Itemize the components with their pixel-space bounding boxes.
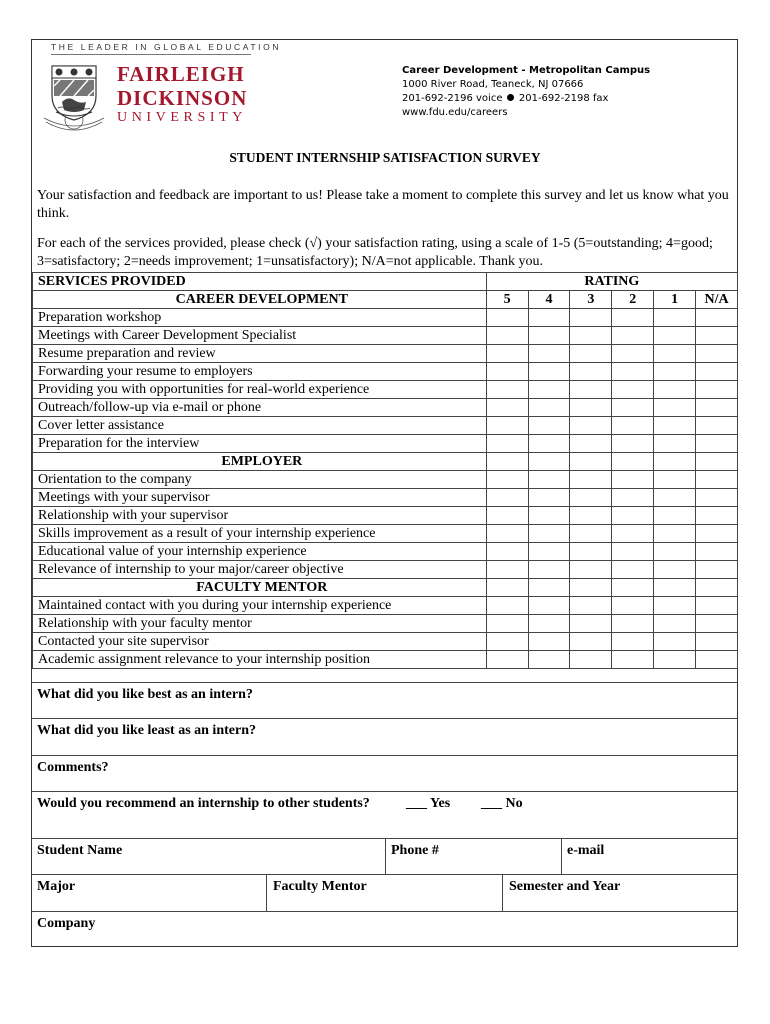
table-row bbox=[33, 525, 738, 543]
intro-text: Your satisfaction and feedback are important to us! Please take a moment to complete this survey and let us know what you think. bbox=[37, 188, 729, 221]
rating-checkbox-cell[interactable] bbox=[654, 381, 696, 399]
service-label: Forwarding your resume to employers bbox=[33, 363, 487, 381]
rating-checkbox-cell[interactable] bbox=[570, 327, 612, 345]
table-row bbox=[33, 417, 738, 435]
table-row bbox=[33, 561, 738, 579]
rating-checkbox-cell[interactable] bbox=[570, 633, 612, 651]
rating-checkbox-cell[interactable] bbox=[696, 363, 738, 381]
rating-checkbox-cell[interactable] bbox=[654, 345, 696, 363]
rating-checkbox-cell[interactable] bbox=[528, 417, 570, 435]
service-label: Maintained contact with you during your internship experience bbox=[33, 597, 487, 615]
rating-checkbox-cell[interactable] bbox=[570, 381, 612, 399]
table-row bbox=[33, 615, 738, 633]
table-row bbox=[33, 309, 738, 327]
rating-checkbox-cell[interactable] bbox=[528, 561, 570, 579]
rating-checkbox-cell[interactable] bbox=[486, 651, 528, 669]
rating-checkbox-cell[interactable] bbox=[654, 435, 696, 453]
section-header-row bbox=[33, 453, 738, 471]
rating-checkbox-cell[interactable] bbox=[654, 309, 696, 327]
rating-checkbox-cell[interactable] bbox=[486, 417, 528, 435]
table-row bbox=[33, 651, 738, 669]
rating-cell bbox=[570, 453, 612, 471]
rating-checkbox-cell[interactable] bbox=[696, 417, 738, 435]
contact-org: Career Development - Metropolitan Campus bbox=[402, 65, 651, 76]
question-like-best-label: What did you like best as an intern? bbox=[37, 687, 253, 702]
table-row bbox=[33, 435, 738, 453]
table-row bbox=[33, 399, 738, 417]
rating-cell bbox=[612, 453, 654, 471]
rating-cell bbox=[486, 579, 528, 597]
recommend-yes-option[interactable]: ___ Yes bbox=[406, 796, 451, 811]
rating-checkbox-cell[interactable] bbox=[612, 615, 654, 633]
student-info-row-2 bbox=[32, 874, 738, 911]
rating-checkbox-cell[interactable] bbox=[486, 561, 528, 579]
table-header-row bbox=[33, 273, 738, 291]
rating-checkbox-cell[interactable] bbox=[486, 345, 528, 363]
rating-cell bbox=[612, 579, 654, 597]
rating-checkbox-cell[interactable] bbox=[612, 381, 654, 399]
table-row bbox=[33, 633, 738, 651]
rating-checkbox-cell[interactable] bbox=[528, 489, 570, 507]
service-label: Meetings with your supervisor bbox=[33, 489, 487, 507]
question-like-least[interactable] bbox=[32, 718, 738, 755]
service-label: Providing you with opportunities for real-world experience bbox=[33, 381, 487, 399]
rating-checkbox-cell[interactable] bbox=[696, 327, 738, 345]
service-label: Relevance of internship to your major/career objective bbox=[33, 561, 487, 579]
rating-checkbox-cell[interactable] bbox=[486, 435, 528, 453]
tagline-divider bbox=[51, 54, 251, 55]
service-label: Skills improvement as a result of your internship experience bbox=[33, 525, 487, 543]
semester-year-field[interactable]: Semester and Year bbox=[509, 879, 621, 894]
rating-column-header: 2 bbox=[612, 291, 654, 309]
service-label: Relationship with your supervisor bbox=[33, 507, 487, 525]
tagline: THE LEADER IN GLOBAL EDUCATION bbox=[51, 42, 282, 52]
contact-fax: 201-692-2198 fax bbox=[518, 93, 609, 104]
service-label: Cover letter assistance bbox=[33, 417, 487, 435]
service-label: Resume preparation and review bbox=[33, 345, 487, 363]
rating-checkbox-cell[interactable] bbox=[528, 597, 570, 615]
service-label: Outreach/follow-up via e-mail or phone bbox=[33, 399, 487, 417]
rating-checkbox-cell[interactable] bbox=[654, 543, 696, 561]
cell-divider bbox=[266, 874, 267, 911]
rating-checkbox-cell[interactable] bbox=[612, 651, 654, 669]
rating-checkbox-cell[interactable] bbox=[612, 399, 654, 417]
table-row bbox=[33, 327, 738, 345]
rating-checkbox-cell[interactable] bbox=[612, 489, 654, 507]
major-field[interactable]: Major bbox=[37, 879, 76, 894]
rating-checkbox-cell[interactable] bbox=[570, 561, 612, 579]
section-title: FACULTY MENTOR bbox=[33, 579, 487, 597]
rating-column-header: 3 bbox=[570, 291, 612, 309]
email-field[interactable]: e-mail bbox=[567, 843, 605, 858]
rating-checkbox-cell[interactable] bbox=[654, 363, 696, 381]
rating-checkbox-cell[interactable] bbox=[696, 597, 738, 615]
faculty-mentor-field[interactable]: Faculty Mentor bbox=[273, 879, 367, 894]
rating-checkbox-cell[interactable] bbox=[696, 309, 738, 327]
question-comments-label: Comments? bbox=[37, 760, 109, 775]
rating-checkbox-cell[interactable] bbox=[570, 417, 612, 435]
service-label: Contacted your site supervisor bbox=[33, 633, 487, 651]
rating-column-header: 4 bbox=[528, 291, 570, 309]
table-row bbox=[33, 363, 738, 381]
rating-checkbox-cell[interactable] bbox=[486, 543, 528, 561]
cell-divider bbox=[502, 874, 503, 911]
rating-cell bbox=[528, 579, 570, 597]
rating-checkbox-cell[interactable] bbox=[570, 345, 612, 363]
table-row bbox=[33, 507, 738, 525]
section-header-row bbox=[33, 579, 738, 597]
rating-checkbox-cell[interactable] bbox=[654, 471, 696, 489]
rating-checkbox-cell[interactable] bbox=[696, 543, 738, 561]
rating-checkbox-cell[interactable] bbox=[612, 363, 654, 381]
rating-checkbox-cell[interactable] bbox=[486, 327, 528, 345]
rating-checkbox-cell[interactable] bbox=[486, 381, 528, 399]
rating-checkbox-cell[interactable] bbox=[612, 417, 654, 435]
rating-header: RATING bbox=[486, 273, 737, 291]
rating-checkbox-cell[interactable] bbox=[654, 561, 696, 579]
service-label: Relationship with your faculty mentor bbox=[33, 615, 487, 633]
rating-checkbox-cell[interactable] bbox=[570, 615, 612, 633]
service-label: Educational value of your internship experience bbox=[33, 543, 487, 561]
rating-checkbox-cell[interactable] bbox=[486, 615, 528, 633]
rating-checkbox-cell[interactable] bbox=[654, 327, 696, 345]
rating-checkbox-cell[interactable] bbox=[696, 399, 738, 417]
rating-checkbox-cell[interactable] bbox=[696, 507, 738, 525]
rating-checkbox-cell[interactable] bbox=[528, 345, 570, 363]
section-title: EMPLOYER bbox=[33, 453, 487, 471]
contact-address: 1000 River Road, Teaneck, NJ 07666 bbox=[402, 79, 584, 90]
rating-checkbox-cell[interactable] bbox=[528, 309, 570, 327]
question-recommend bbox=[32, 791, 738, 838]
company-field[interactable]: Company bbox=[37, 916, 96, 931]
rating-checkbox-cell[interactable] bbox=[654, 615, 696, 633]
rating-checkbox-cell[interactable] bbox=[486, 507, 528, 525]
rating-checkbox-cell[interactable] bbox=[570, 543, 612, 561]
rating-checkbox-cell[interactable] bbox=[612, 309, 654, 327]
rating-checkbox-cell[interactable] bbox=[486, 309, 528, 327]
rating-checkbox-cell[interactable] bbox=[528, 381, 570, 399]
rating-checkbox-cell[interactable] bbox=[612, 507, 654, 525]
rating-checkbox-cell[interactable] bbox=[696, 615, 738, 633]
rating-table bbox=[32, 272, 738, 669]
section-header-row bbox=[33, 291, 738, 309]
rating-checkbox-cell[interactable] bbox=[528, 399, 570, 417]
rating-checkbox-cell[interactable] bbox=[528, 327, 570, 345]
contact-web: www.fdu.edu/careers bbox=[402, 107, 508, 118]
rating-checkbox-cell[interactable] bbox=[528, 471, 570, 489]
cell-divider bbox=[385, 838, 386, 875]
rating-cell bbox=[570, 579, 612, 597]
rating-checkbox-cell[interactable] bbox=[570, 507, 612, 525]
rating-checkbox-cell[interactable] bbox=[612, 471, 654, 489]
survey-title: STUDENT INTERNSHIP SATISFACTION SURVEY bbox=[229, 150, 541, 165]
rating-checkbox-cell[interactable] bbox=[486, 489, 528, 507]
service-label: Academic assignment relevance to your internship position bbox=[33, 651, 487, 669]
table-row bbox=[33, 471, 738, 489]
rating-checkbox-cell[interactable] bbox=[486, 399, 528, 417]
rating-checkbox-cell[interactable] bbox=[486, 633, 528, 651]
rating-checkbox-cell[interactable] bbox=[570, 525, 612, 543]
rating-checkbox-cell[interactable] bbox=[486, 471, 528, 489]
rating-cell bbox=[486, 453, 528, 471]
rating-checkbox-cell[interactable] bbox=[612, 327, 654, 345]
rating-checkbox-cell[interactable] bbox=[654, 651, 696, 669]
rating-column-header: 1 bbox=[654, 291, 696, 309]
rating-column-header: 5 bbox=[486, 291, 528, 309]
rating-checkbox-cell[interactable] bbox=[528, 363, 570, 381]
rating-checkbox-cell[interactable] bbox=[528, 615, 570, 633]
rating-checkbox-cell[interactable] bbox=[654, 597, 696, 615]
cell-divider bbox=[561, 838, 562, 875]
rating-cell bbox=[696, 579, 738, 597]
rating-checkbox-cell[interactable] bbox=[696, 345, 738, 363]
rating-checkbox-cell[interactable] bbox=[486, 525, 528, 543]
question-like-best[interactable] bbox=[32, 682, 738, 719]
rating-checkbox-cell[interactable] bbox=[528, 435, 570, 453]
rating-cell bbox=[528, 453, 570, 471]
table-row bbox=[33, 597, 738, 615]
question-recommend-label: Would you recommend an internship to other students? bbox=[37, 796, 370, 811]
university-seal-logo bbox=[40, 62, 108, 134]
rating-checkbox-cell[interactable] bbox=[612, 435, 654, 453]
rating-checkbox-cell[interactable] bbox=[570, 363, 612, 381]
rating-checkbox-cell[interactable] bbox=[570, 597, 612, 615]
rating-checkbox-cell[interactable] bbox=[696, 381, 738, 399]
rating-checkbox-cell[interactable] bbox=[528, 651, 570, 669]
service-label: Preparation for the interview bbox=[33, 435, 487, 453]
rating-checkbox-cell[interactable] bbox=[696, 633, 738, 651]
rating-checkbox-cell[interactable] bbox=[570, 309, 612, 327]
rating-checkbox-cell[interactable] bbox=[696, 435, 738, 453]
rating-checkbox-cell[interactable] bbox=[612, 597, 654, 615]
services-header: SERVICES PROVIDED bbox=[33, 273, 487, 291]
rating-checkbox-cell[interactable] bbox=[570, 651, 612, 669]
rating-checkbox-cell[interactable] bbox=[612, 561, 654, 579]
question-like-least-label: What did you like least as an intern? bbox=[37, 723, 256, 738]
rating-checkbox-cell[interactable] bbox=[696, 561, 738, 579]
rating-checkbox-cell[interactable] bbox=[570, 399, 612, 417]
table-row bbox=[33, 381, 738, 399]
rating-checkbox-cell[interactable] bbox=[696, 489, 738, 507]
rating-checkbox-cell[interactable] bbox=[654, 633, 696, 651]
rating-checkbox-cell[interactable] bbox=[654, 399, 696, 417]
rating-checkbox-cell[interactable] bbox=[654, 525, 696, 543]
rating-checkbox-cell[interactable] bbox=[654, 489, 696, 507]
rating-cell bbox=[654, 579, 696, 597]
rating-checkbox-cell[interactable] bbox=[570, 489, 612, 507]
table-row bbox=[33, 489, 738, 507]
rating-checkbox-cell[interactable] bbox=[528, 543, 570, 561]
rating-cell bbox=[654, 453, 696, 471]
rating-checkbox-cell[interactable] bbox=[654, 507, 696, 525]
rating-cell bbox=[696, 453, 738, 471]
rating-checkbox-cell[interactable] bbox=[696, 525, 738, 543]
rating-checkbox-cell[interactable] bbox=[612, 633, 654, 651]
rating-checkbox-cell[interactable] bbox=[696, 471, 738, 489]
rating-checkbox-cell[interactable] bbox=[486, 363, 528, 381]
rating-checkbox-cell[interactable] bbox=[612, 345, 654, 363]
service-label: Meetings with Career Development Specialist bbox=[33, 327, 487, 345]
bullet-icon bbox=[507, 94, 514, 101]
rating-checkbox-cell[interactable] bbox=[612, 525, 654, 543]
section-title: CAREER DEVELOPMENT bbox=[33, 291, 487, 309]
rating-checkbox-cell[interactable] bbox=[612, 543, 654, 561]
rating-checkbox-cell[interactable] bbox=[696, 651, 738, 669]
contact-voice: 201-692-2196 voice bbox=[402, 93, 503, 104]
rating-column-header: N/A bbox=[696, 291, 738, 309]
recommend-no-option[interactable]: ___ No bbox=[481, 796, 523, 811]
rating-checkbox-cell[interactable] bbox=[570, 435, 612, 453]
logo-wordmark-line1: FAIRLEIGH bbox=[117, 62, 245, 86]
contact-phones bbox=[402, 92, 650, 106]
service-label: Orientation to the company bbox=[33, 471, 487, 489]
rating-checkbox-cell[interactable] bbox=[528, 525, 570, 543]
student-info-row-3 bbox=[32, 911, 738, 947]
table-row bbox=[33, 543, 738, 561]
table-row bbox=[33, 345, 738, 363]
question-comments[interactable] bbox=[32, 755, 738, 792]
service-label: Preparation workshop bbox=[33, 309, 487, 327]
instructions-text: For each of the services provided, please check (√) your satisfaction rating, using a scale of 1-5 (5=outstanding; 4=good; 3=satisfactory; 2=needs improvement; 1=unsatisfactory); N/A=not applicable. Thank you. bbox=[37, 236, 713, 269]
rating-checkbox-cell[interactable] bbox=[528, 633, 570, 651]
student-name-field[interactable]: Student Name bbox=[37, 843, 123, 858]
rating-checkbox-cell[interactable] bbox=[528, 507, 570, 525]
logo-wordmark-line3: UNIVERSITY bbox=[117, 110, 247, 125]
rating-checkbox-cell[interactable] bbox=[570, 471, 612, 489]
rating-checkbox-cell[interactable] bbox=[486, 597, 528, 615]
contact-block bbox=[402, 64, 650, 120]
logo-wordmark-line2: DICKINSON bbox=[117, 86, 248, 110]
phone-field[interactable]: Phone # bbox=[391, 843, 439, 858]
rating-checkbox-cell[interactable] bbox=[654, 417, 696, 435]
